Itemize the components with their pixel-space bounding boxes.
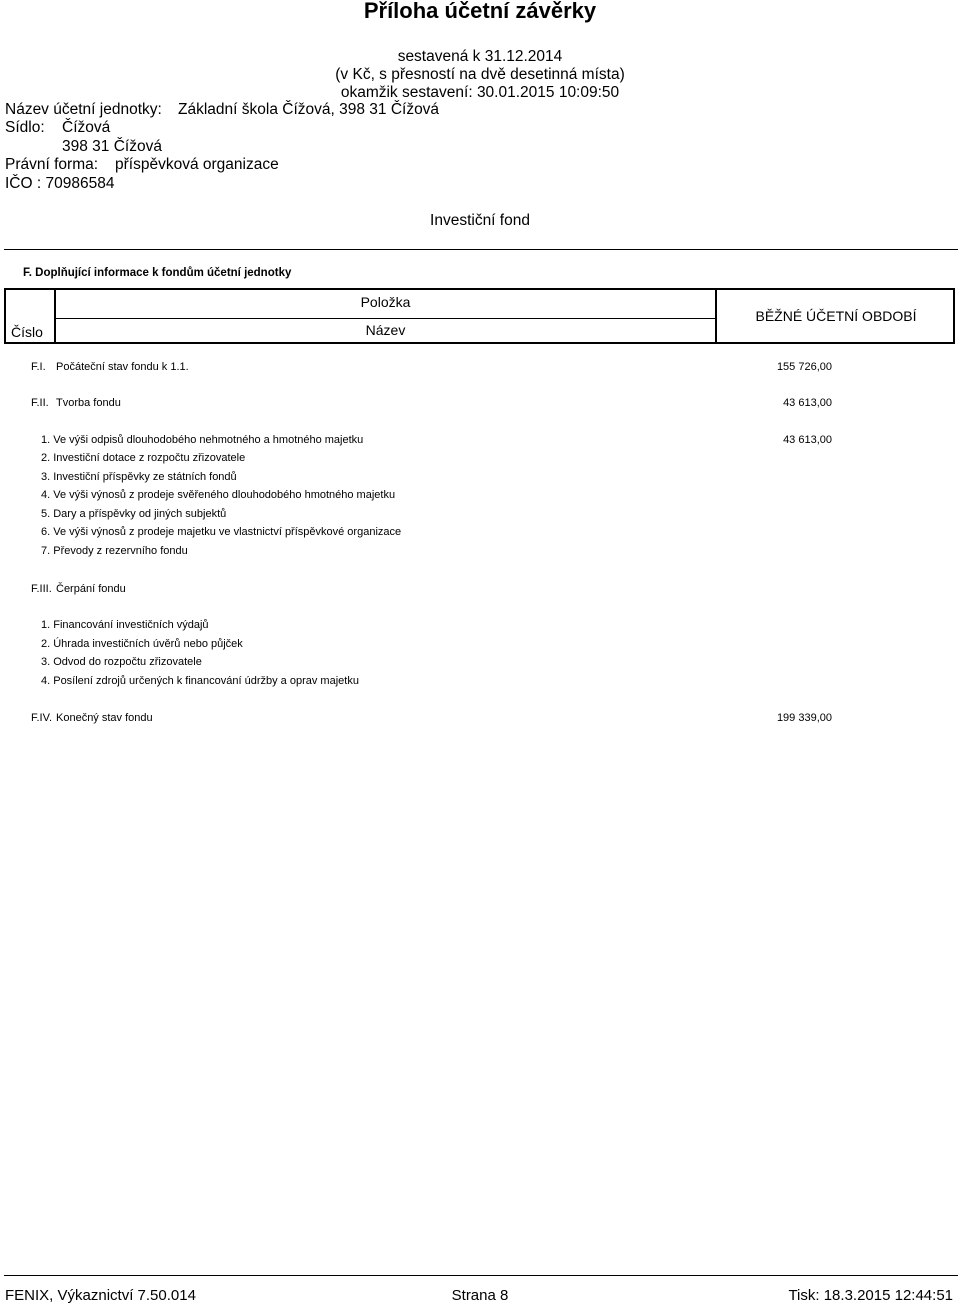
entity-name-label: Název účetní jednotky: bbox=[5, 101, 162, 118]
list-item: 1. Ve výši odpisů dlouhodobého nehmotného a hmotného majetku bbox=[41, 434, 364, 446]
entity-name-value: Základní škola Čížová, 398 31 Čížová bbox=[178, 101, 440, 118]
list-item: 4. Ve výši výnosů z prodeje svěřeného dlouhodobého hmotného majetku bbox=[41, 489, 396, 501]
row-label: Čerpání fondu bbox=[56, 583, 126, 595]
row-code: F.II. bbox=[31, 397, 49, 409]
fund-title: Investiční fond bbox=[430, 212, 530, 229]
entity-form-label: Právní forma: bbox=[5, 156, 99, 173]
list-item: 4. Posílení zdrojů určených k financování údržby a oprav majetku bbox=[41, 675, 359, 687]
list-item: 3. Investiční příspěvky ze státních fondů bbox=[41, 471, 237, 483]
entity-seat-line2: 398 31 Čížová bbox=[62, 138, 162, 155]
entity-seat-label: Sídlo: bbox=[5, 119, 45, 136]
column-header-item: Položka bbox=[360, 294, 411, 310]
column-header-name: Název bbox=[365, 322, 406, 338]
list-item: 5. Dary a příspěvky od jiných subjektů bbox=[41, 508, 227, 520]
entity-form-value: příspěvková organizace bbox=[115, 156, 279, 173]
document-title: Příloha účetní závěrky bbox=[363, 0, 597, 23]
row-value: 155 726,00 bbox=[776, 361, 832, 373]
entity-ico: IČO : 70986584 bbox=[5, 175, 115, 192]
column-header-period: BĚŽNÉ ÚČETNÍ OBDOBÍ bbox=[755, 308, 917, 324]
header-divider bbox=[56, 318, 715, 319]
row-code: F.IV. bbox=[31, 712, 52, 724]
row-value: 43 613,00 bbox=[783, 397, 832, 409]
row-label: Počáteční stav fondu k 1.1. bbox=[56, 361, 189, 373]
row-code: F.I. bbox=[31, 361, 46, 373]
list-item: 1. Financování investičních výdajů bbox=[41, 619, 209, 631]
footer-divider bbox=[4, 1275, 958, 1276]
list-item: 7. Převody z rezervního fondu bbox=[41, 545, 188, 557]
list-item-value: 43 613,00 bbox=[783, 434, 832, 446]
row-code: F.III. bbox=[31, 583, 52, 595]
footer-page: Strana 8 bbox=[451, 1287, 509, 1304]
footer-software: FENIX, Výkaznictví 7.50.014 bbox=[5, 1287, 196, 1304]
table-header bbox=[4, 288, 955, 344]
moment-line: okamžik sestavení: 30.01.2015 10:09:50 bbox=[340, 84, 620, 101]
section-divider bbox=[4, 249, 958, 250]
column-header-number: Číslo bbox=[11, 324, 43, 340]
row-label: Konečný stav fondu bbox=[56, 712, 153, 724]
row-label: Tvorba fondu bbox=[56, 397, 121, 409]
precision-line: (v Kč, s přesností na dvě desetinná místa) bbox=[335, 66, 625, 83]
list-item: 3. Odvod do rozpočtu zřizovatele bbox=[41, 656, 202, 668]
entity-seat-line1: Čížová bbox=[62, 119, 111, 136]
list-item: 2. Úhrada investičních úvěrů nebo půjček bbox=[41, 638, 243, 650]
row-value: 199 339,00 bbox=[776, 712, 832, 724]
section-title: F. Doplňující informace k fondům účetní jednotky bbox=[23, 267, 292, 279]
list-item: 6. Ve výši výnosů z prodeje majetku ve vlastnictví příspěvkové organizace bbox=[41, 526, 402, 538]
date-line: sestavená k 31.12.2014 bbox=[397, 48, 563, 65]
footer-print: Tisk: 18.3.2015 12:44:51 bbox=[788, 1287, 953, 1304]
list-item: 2. Investiční dotace z rozpočtu zřizovatele bbox=[41, 452, 246, 464]
